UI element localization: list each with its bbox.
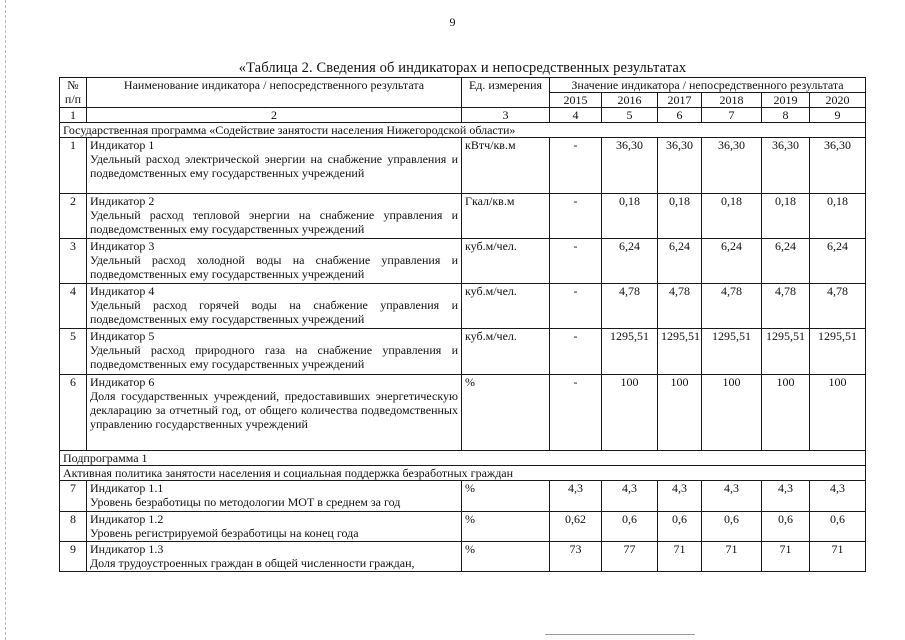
header-year: 2020 [810, 93, 866, 108]
value-cell: 100 [702, 375, 762, 451]
row-number: 2 [60, 194, 87, 239]
row-number: 6 [60, 375, 87, 451]
section-program-row [60, 123, 866, 138]
value-cell: 4,78 [810, 284, 866, 329]
header-year: 2019 [762, 93, 810, 108]
header-year: 2016 [602, 93, 658, 108]
table-row [60, 329, 866, 375]
value-cell: 36,30 [702, 138, 762, 194]
row-number: 7 [60, 481, 87, 512]
indicator-title: Индикатор 5 [90, 329, 155, 343]
indicator-name-cell [87, 284, 462, 329]
value-cell: 6,24 [602, 239, 658, 284]
value-cell: 71 [762, 542, 810, 572]
unit-cell: куб.м/чел. [462, 284, 550, 329]
value-cell: 73 [550, 542, 602, 572]
column-number: 2 [87, 108, 462, 123]
value-cell: - [550, 138, 602, 194]
indicator-description: Доля государственных учреждений, предоставивших энергетическую декларацию за отчетный год, от общего количества подведомственных управлению государственных учреждений [90, 389, 458, 431]
section-program-title: Государственная программа «Содействие занятости населения Нижегородской области» [60, 123, 866, 138]
value-cell: - [550, 329, 602, 375]
unit-cell: куб.м/чел. [462, 329, 550, 375]
value-cell: 71 [810, 542, 866, 572]
bottom-rule [545, 634, 695, 635]
value-cell: 4,3 [810, 481, 866, 512]
indicator-name-cell [87, 375, 462, 451]
row-number: 8 [60, 512, 87, 542]
indicator-name-cell [87, 239, 462, 284]
header-name: Наименование индикатора / непосредственного результата [87, 78, 462, 108]
value-cell: 0,18 [702, 194, 762, 239]
column-number: 5 [602, 108, 658, 123]
value-cell: 4,3 [550, 481, 602, 512]
unit-cell: % [462, 512, 550, 542]
table-title: «Таблица 2. Сведения об индикаторах и непосредственных результатах [238, 60, 687, 76]
value-cell: 4,78 [658, 284, 702, 329]
page-edge-dashed [5, 0, 6, 640]
indicator-name-cell [87, 138, 462, 194]
value-cell: 4,3 [658, 481, 702, 512]
row-number: 4 [60, 284, 87, 329]
value-cell: 0,6 [762, 512, 810, 542]
value-cell: 0,18 [810, 194, 866, 239]
value-cell: 0,6 [658, 512, 702, 542]
row-number: 1 [60, 138, 87, 194]
unit-cell: кВтч/кв.м [462, 138, 550, 194]
value-cell: 0,6 [602, 512, 658, 542]
column-number: 1 [60, 108, 87, 123]
value-cell: 6,24 [762, 239, 810, 284]
unit-cell: Гкал/кв.м [462, 194, 550, 239]
indicator-name-cell [87, 542, 462, 572]
value-cell: 36,30 [762, 138, 810, 194]
indicator-title: Индикатор 1 [90, 138, 155, 152]
value-cell: 0,18 [762, 194, 810, 239]
column-number: 7 [702, 108, 762, 123]
table-row [60, 138, 866, 194]
value-cell: 77 [602, 542, 658, 572]
indicator-title: Индикатор 4 [90, 284, 155, 298]
section-subprogram-row [60, 451, 866, 466]
table-row [60, 239, 866, 284]
column-number: 4 [550, 108, 602, 123]
value-cell: 100 [810, 375, 866, 451]
indicator-name-cell [87, 194, 462, 239]
table-row [60, 375, 866, 451]
value-cell: 1295,51 [762, 329, 810, 375]
section-subprogram-name: Активная политика занятости населения и социальная поддержка безработных граждан [60, 466, 866, 481]
column-number: 3 [462, 108, 550, 123]
indicator-name-cell [87, 329, 462, 375]
column-number-row [60, 108, 866, 123]
indicator-title: Индикатор 1.1 [90, 481, 164, 495]
value-cell: 1295,51 [602, 329, 658, 375]
value-cell: 4,3 [602, 481, 658, 512]
table-row [60, 512, 866, 542]
table-row [60, 194, 866, 239]
header-row-1 [60, 78, 866, 93]
row-number: 5 [60, 329, 87, 375]
unit-cell: % [462, 481, 550, 512]
indicator-description: Уровень регистрируемой безработицы на конец года [90, 526, 359, 540]
table-row [60, 284, 866, 329]
header-year: 2015 [550, 93, 602, 108]
value-cell: 36,30 [602, 138, 658, 194]
indicator-description: Удельный расход холодной воды на снабжение управления и подведомственных ему государственных учреждений [90, 253, 458, 281]
value-cell: 4,3 [762, 481, 810, 512]
value-cell: 0,18 [602, 194, 658, 239]
page-number: 9 [449, 15, 456, 29]
header-year: 2017 [658, 93, 702, 108]
indicators-table [59, 77, 866, 572]
value-cell: 0,62 [550, 512, 602, 542]
column-number: 8 [762, 108, 810, 123]
value-cell: - [550, 284, 602, 329]
header-year: 2018 [702, 93, 762, 108]
indicator-description: Удельный расход тепловой энергии на снабжение управления и подведомственных ему государственных учреждений [90, 208, 458, 236]
value-cell: 4,78 [602, 284, 658, 329]
row-number: 3 [60, 239, 87, 284]
indicator-title: Индикатор 3 [90, 239, 155, 253]
indicator-title: Индикатор 6 [90, 375, 155, 389]
indicator-description: Удельный расход природного газа на снабжение управления и подведомственных ему государственных учреждений [90, 343, 458, 371]
value-cell: 6,24 [702, 239, 762, 284]
unit-cell: % [462, 375, 550, 451]
unit-cell: % [462, 542, 550, 572]
indicator-title: Индикатор 2 [90, 194, 155, 208]
value-cell: 4,78 [702, 284, 762, 329]
header-values-group: Значение индикатора / непосредственного результата [550, 78, 866, 93]
value-cell: 36,30 [658, 138, 702, 194]
value-cell: 6,24 [658, 239, 702, 284]
value-cell: - [550, 239, 602, 284]
value-cell: 1295,51 [702, 329, 762, 375]
indicator-name-cell [87, 512, 462, 542]
value-cell: - [550, 194, 602, 239]
value-cell: 100 [602, 375, 658, 451]
value-cell: 0,6 [810, 512, 866, 542]
indicator-name-cell [87, 481, 462, 512]
value-cell: 0,6 [702, 512, 762, 542]
column-number: 6 [658, 108, 702, 123]
table-row [60, 481, 866, 512]
header-unit: Ед. измерения [462, 78, 550, 108]
indicator-description: Удельный расход электрической энергии на снабжение управления и подведомственных ему государственных учреждений [90, 152, 458, 180]
section-subprogram-title: Подпрограмма 1 [60, 451, 866, 466]
value-cell: - [550, 375, 602, 451]
indicator-title: Индикатор 1.2 [90, 512, 164, 526]
row-number: 9 [60, 542, 87, 572]
indicator-description: Доля трудоустроенных граждан в общей численности граждан, [90, 556, 415, 570]
section-subprogram-name-row [60, 466, 866, 481]
column-number: 9 [810, 108, 866, 123]
value-cell: 71 [702, 542, 762, 572]
indicator-description: Уровень безработицы по методологии МОТ в среднем за год [90, 495, 401, 509]
value-cell: 100 [762, 375, 810, 451]
value-cell: 1295,51 [658, 329, 702, 375]
value-cell: 100 [658, 375, 702, 451]
table-row [60, 542, 866, 572]
value-cell: 4,3 [702, 481, 762, 512]
indicator-title: Индикатор 1.3 [90, 542, 164, 556]
value-cell: 1295,51 [810, 329, 866, 375]
value-cell: 0,18 [658, 194, 702, 239]
unit-cell: куб.м/чел. [462, 239, 550, 284]
value-cell: 36,30 [810, 138, 866, 194]
value-cell: 4,78 [762, 284, 810, 329]
value-cell: 6,24 [810, 239, 866, 284]
value-cell: 71 [658, 542, 702, 572]
indicator-description: Удельный расход горячей воды на снабжение управления и подведомственных ему государственных учреждений [90, 298, 458, 326]
header-num: № п/п [60, 78, 87, 108]
